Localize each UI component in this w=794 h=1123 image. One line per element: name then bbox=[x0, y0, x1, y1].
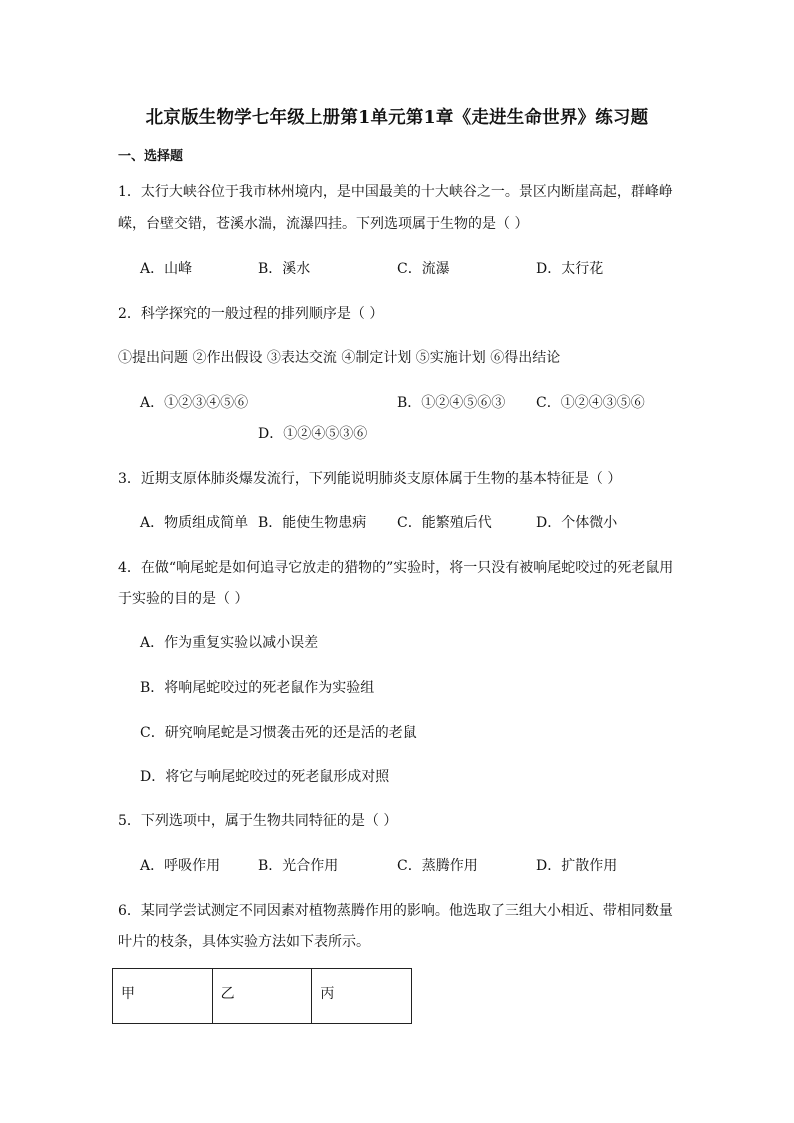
question-4-option-b: B．将响尾蛇咬过的死老鼠作为实验组 bbox=[140, 680, 375, 696]
experiment-table-header-row bbox=[113, 969, 412, 1024]
document-title: 北京版生物学七年级上册第1单元第1章《走进生命世界》练习题 bbox=[145, 108, 649, 128]
question-3-option-a: A．物质组成简单 bbox=[140, 515, 249, 531]
table-header-cell-jia: 甲 bbox=[113, 969, 213, 1024]
question-1-text-line-1: 1．太行大峡谷位于我市林州境内，是中国最美的十大峡谷之一。景区内断崖高起，群峰峥 bbox=[118, 184, 673, 200]
question-2-option-a: A．①②③④⑤⑥ bbox=[140, 395, 249, 411]
question-2-option-b: B．①②④⑤⑥③ bbox=[397, 395, 506, 411]
question-5-option-c: C．蒸腾作用 bbox=[397, 858, 478, 874]
question-4-text-line-1: 4．在做“响尾蛇是如何追寻它放走的猎物的”实验时，将一只没有被响尾蛇咬过的死老鼠用 bbox=[118, 560, 674, 576]
question-6-text-line-1: 6．某同学尝试测定不同因素对植物蒸腾作用的影响。他选取了三组大小相近、带相同数量 bbox=[118, 903, 673, 919]
question-1-option-b: B．溪水 bbox=[258, 261, 311, 277]
question-1-text-line-2: 嵘，台壁交错，苍溪水湍，流瀑四挂。下列选项属于生物的是（ ） bbox=[118, 216, 529, 232]
question-4-option-a: A．作为重复实验以减小误差 bbox=[140, 635, 319, 651]
question-6-text-line-2: 叶片的枝条，具体实验方法如下表所示。 bbox=[118, 934, 370, 950]
question-4-text-line-2: 于实验的目的是（ ） bbox=[118, 591, 249, 607]
question-3-text-line-1: 3．近期支原体肺炎爆发流行，下列能说明肺炎支原体属于生物的基本特征是（ ） bbox=[118, 471, 622, 487]
question-3-option-b: B．能使生物患病 bbox=[258, 515, 367, 531]
question-1-option-c: C．流瀑 bbox=[397, 261, 450, 277]
table-header-cell-bing: 丙 bbox=[312, 969, 412, 1024]
section-heading: 一、选择题 bbox=[118, 149, 184, 164]
question-2-option-d: D．①②④⑤③⑥ bbox=[258, 426, 368, 442]
question-4-option-d: D．将它与响尾蛇咬过的死老鼠形成对照 bbox=[140, 769, 390, 785]
question-1-option-a: A．山峰 bbox=[140, 261, 193, 277]
question-2-steps: ①提出问题 ②作出假设 ③表达交流 ④制定计划 ⑤实施计划 ⑥得出结论 bbox=[118, 350, 561, 366]
question-2-text-line-1: 2．科学探究的一般过程的排列顺序是（ ） bbox=[118, 306, 384, 322]
question-5-option-a: A．呼吸作用 bbox=[140, 858, 221, 874]
table-header-cell-yi: 乙 bbox=[212, 969, 312, 1024]
question-5-text-line-1: 5．下列选项中，属于生物共同特征的是（ ） bbox=[118, 813, 398, 829]
question-5-option-d: D．扩散作用 bbox=[536, 858, 618, 874]
question-1-option-d: D．太行花 bbox=[536, 261, 604, 277]
question-3-option-c: C．能繁殖后代 bbox=[397, 515, 492, 531]
question-4-option-c: C．研究响尾蛇是习惯袭击死的还是活的老鼠 bbox=[140, 725, 417, 741]
experiment-table bbox=[112, 968, 412, 1024]
question-3-option-d: D．个体微小 bbox=[536, 515, 618, 531]
question-5-option-b: B．光合作用 bbox=[258, 858, 339, 874]
question-2-option-c: C．①②④③⑤⑥ bbox=[536, 395, 645, 411]
